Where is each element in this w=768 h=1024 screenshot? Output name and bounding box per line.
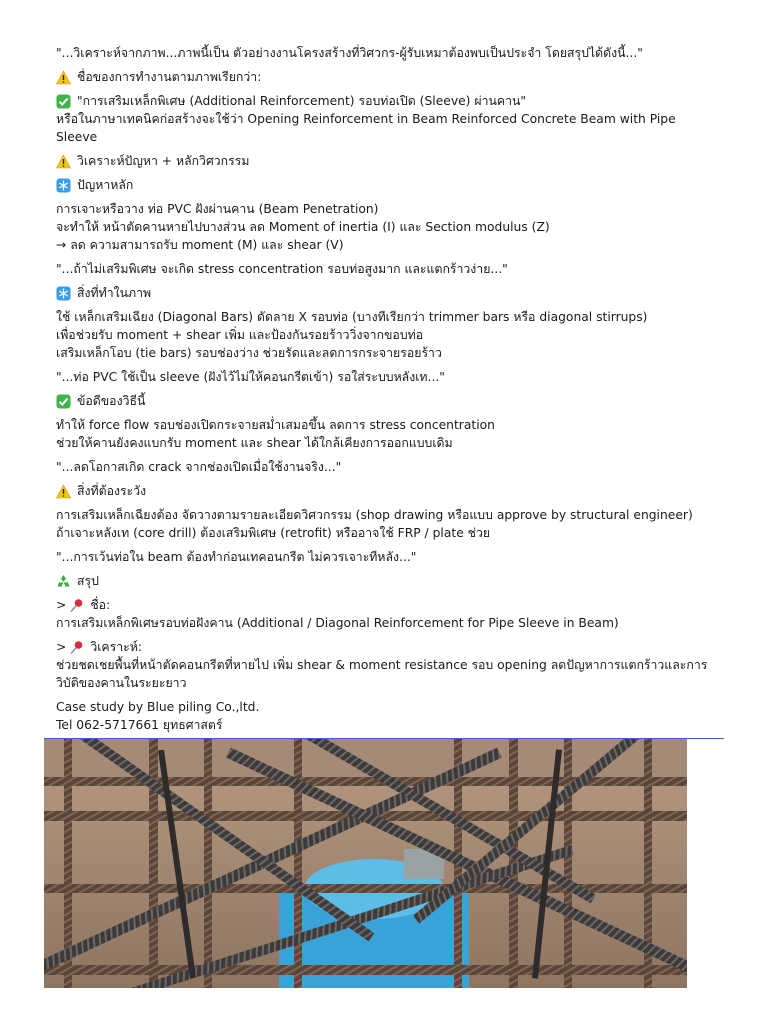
done-line-1: ใช้ เหล็กเสริมเฉียง (Diagonal Bars) ดัดลาย X รอบท่อ (บางทีเรียกว่า trimmer bars หรือ diagonal stirrups) (56, 310, 648, 324)
post-text (56, 44, 716, 734)
quote-3: "...ลดโอกาสเกิด crack จากช่องเปิดเมื่อใช้งานจริง..." (56, 460, 342, 474)
warning-icon (56, 154, 71, 169)
problem-line-3: → ลด ความสามารถรับ moment (M) และ shear (V) (56, 238, 344, 252)
pushpin-icon (69, 598, 84, 613)
check-icon (56, 394, 71, 409)
check-icon (56, 94, 71, 109)
analysis-heading: วิเคราะห์ปัญหา + หลักวิศวกรรม (56, 152, 716, 170)
summary-analysis-value: ช่วยชดเชยพื้นที่หน้าตัดคอนกรีตที่หายไป เพิ่ม shear & moment resistance รอบ opening ลดปัญหาการแตกร้าวและการวิบัติของคานในระยะยาว (56, 658, 708, 690)
pros-line-2: ช่วยให้คานยังคงแบกรับ moment และ shear ได้ใกล้เคียงการออกแบบเดิม (56, 436, 453, 450)
rebar-photo (44, 739, 687, 988)
warning-icon (56, 484, 71, 499)
name-value: "การเสริมเหล็กพิเศษ (Additional Reinforcement) รอบท่อเปิด (Sleeve) ผ่านคาน" (56, 92, 716, 110)
done-heading: สิ่งที่ทำในภาพ (56, 284, 716, 302)
done-line-2: เพื่อช่วยรับ moment + shear เพิ่ม และป้องกันรอยร้าววิ่งจากขอบท่อ (56, 328, 424, 342)
problem-line-2: จะทำให้ หน้าตัดคานหายไปบางส่วน ลด Moment of inertia (I) และ Section modulus (Z) (56, 220, 550, 234)
summary-analysis-label: > วิเคราะห์: (56, 640, 143, 654)
problem-heading: ปัญหาหลัก (56, 176, 716, 194)
caution-heading: สิ่งที่ต้องระวัง (56, 482, 716, 500)
caution-line-2: ถ้าเจาะหลังเท (core drill) ต้องเสริมพิเศษ (retrofit) หรืออาจใช้ FRP / plate ช่วย (56, 526, 491, 540)
name-tech: หรือในภาษาเทคนิคก่อสร้างจะใช้ว่า Opening Reinforcement in Beam Reinforced Concrete Beam with Pipe Sleeve (56, 112, 676, 144)
snowflake-icon (56, 286, 71, 301)
phone-line: Tel 062-5717661 ยุทธศาสตร์ (56, 718, 223, 732)
caution-line-1: การเสริมเหล็กเฉียงต้อง จัดวางตามรายละเอียดวิศวกรรม (shop drawing หรือแบบ approve by structural engineer) (56, 508, 693, 522)
quote-1: "...ถ้าไม่เสริมพิเศษ จะเกิด stress concentration รอบท่อสูงมาก และแตกร้าวง่าย..." (56, 262, 508, 276)
quote-4: "...การเว้นท่อใน beam ต้องทำก่อนเทคอนกรีต ไม่ควรเจาะทีหลัง..." (56, 550, 417, 564)
quote-2: "...ท่อ PVC ใช้เป็น sleeve (ฝังไว้ไม่ให้คอนกรีตเข้า) รอใส่ระบบหลังเท..." (56, 370, 445, 384)
done-line-3: เสริมเหล็กโอบ (tie bars) รอบช่องว่าง ช่วยรัดและลดการกระจายรอยร้าว (56, 346, 442, 360)
problem-line-1: การเจาะหรือวาง ท่อ PVC ฝังผ่านคาน (Beam Penetration) (56, 202, 379, 216)
pros-line-1: ทำให้ force flow รอบช่องเปิดกระจายสม่ำเสมอขึ้น ลดการ stress concentration (56, 418, 495, 432)
warning-icon (56, 70, 71, 85)
recycle-icon (56, 574, 71, 589)
pushpin-icon (69, 640, 84, 655)
name-heading: ชื่อของการทำงานตามภาพเรียกว่า: (56, 68, 716, 86)
summary-name-value: การเสริมเหล็กพิเศษรอบท่อฝังคาน (Additional / Diagonal Reinforcement for Pipe Sleeve in Beam) (56, 616, 619, 630)
credit-line: Case study by Blue piling Co.,ltd. (56, 700, 260, 714)
summary-heading: สรุป (56, 572, 716, 590)
pros-heading: ข้อดีของวิธีนี้ (56, 392, 716, 410)
summary-name-label: > ชื่อ: (56, 598, 111, 612)
snowflake-icon (56, 178, 71, 193)
intro-text: "...วิเคราะห์จากภาพ...ภาพนี้เป็น ตัวอย่างงานโครงสร้างที่วิศวกร-ผู้รับเหมาต้องพบเป็นประจำ โดยสรุปได้ดังนี้..." (56, 46, 643, 60)
